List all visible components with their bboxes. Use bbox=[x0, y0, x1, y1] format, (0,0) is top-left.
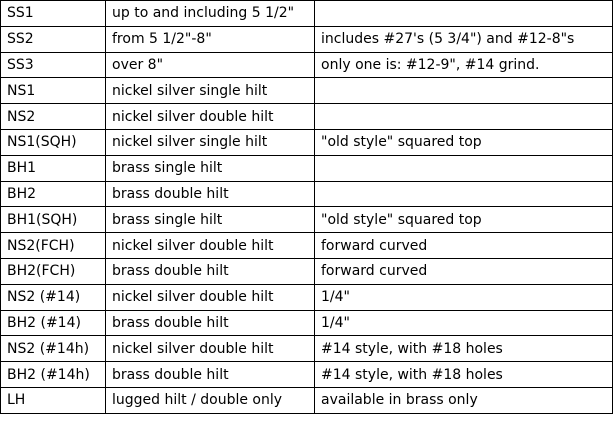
note-cell bbox=[315, 104, 613, 130]
description-cell: nickel silver double hilt bbox=[106, 284, 315, 310]
description-cell: brass double hilt bbox=[106, 258, 315, 284]
note-cell bbox=[315, 155, 613, 181]
description-cell: from 5 1/2"-8" bbox=[106, 26, 315, 52]
note-cell: "old style" squared top bbox=[315, 129, 613, 155]
description-cell: brass single hilt bbox=[106, 155, 315, 181]
note-cell bbox=[315, 1, 613, 27]
code-cell: NS2 (#14) bbox=[1, 284, 106, 310]
table-row bbox=[1, 129, 613, 155]
note-cell: available in brass only bbox=[315, 387, 613, 413]
code-cell: NS2(FCH) bbox=[1, 233, 106, 259]
note-cell: forward curved bbox=[315, 258, 613, 284]
code-cell: NS2 (#14h) bbox=[1, 336, 106, 362]
code-cell: NS1(SQH) bbox=[1, 129, 106, 155]
description-cell: over 8" bbox=[106, 52, 315, 78]
table-row bbox=[1, 362, 613, 388]
description-cell: nickel silver double hilt bbox=[106, 336, 315, 362]
table-row bbox=[1, 181, 613, 207]
note-cell: only one is: #12-9", #14 grind. bbox=[315, 52, 613, 78]
table-row bbox=[1, 233, 613, 259]
description-cell: nickel silver single hilt bbox=[106, 129, 315, 155]
code-cell: NS2 bbox=[1, 104, 106, 130]
table-row bbox=[1, 104, 613, 130]
code-cell: BH2 (#14) bbox=[1, 310, 106, 336]
code-cell: NS1 bbox=[1, 78, 106, 104]
table-row bbox=[1, 155, 613, 181]
description-cell: lugged hilt / double only bbox=[106, 387, 315, 413]
code-cell: BH2(FCH) bbox=[1, 258, 106, 284]
table-row bbox=[1, 1, 613, 27]
note-cell: 1/4" bbox=[315, 284, 613, 310]
note-cell: "old style" squared top bbox=[315, 207, 613, 233]
table-row bbox=[1, 284, 613, 310]
code-cell: BH2 (#14h) bbox=[1, 362, 106, 388]
code-cell: BH1(SQH) bbox=[1, 207, 106, 233]
note-cell: 1/4" bbox=[315, 310, 613, 336]
note-cell: includes #27's (5 3/4") and #12-8"s bbox=[315, 26, 613, 52]
table-row bbox=[1, 26, 613, 52]
note-cell: forward curved bbox=[315, 233, 613, 259]
code-cell: BH2 bbox=[1, 181, 106, 207]
description-cell: nickel silver double hilt bbox=[106, 233, 315, 259]
description-cell: nickel silver double hilt bbox=[106, 104, 315, 130]
description-cell: up to and including 5 1/2" bbox=[106, 1, 315, 27]
code-cell: SS1 bbox=[1, 1, 106, 27]
note-cell bbox=[315, 181, 613, 207]
table-row bbox=[1, 207, 613, 233]
table-row bbox=[1, 52, 613, 78]
note-cell: #14 style, with #18 holes bbox=[315, 362, 613, 388]
code-cell: LH bbox=[1, 387, 106, 413]
description-cell: brass double hilt bbox=[106, 181, 315, 207]
table-row bbox=[1, 336, 613, 362]
table-row bbox=[1, 310, 613, 336]
description-cell: brass double hilt bbox=[106, 310, 315, 336]
description-cell: brass single hilt bbox=[106, 207, 315, 233]
note-cell: #14 style, with #18 holes bbox=[315, 336, 613, 362]
table-row bbox=[1, 258, 613, 284]
code-cell: SS3 bbox=[1, 52, 106, 78]
code-cell: SS2 bbox=[1, 26, 106, 52]
table-row bbox=[1, 78, 613, 104]
description-cell: brass double hilt bbox=[106, 362, 315, 388]
description-cell: nickel silver single hilt bbox=[106, 78, 315, 104]
code-cell: BH1 bbox=[1, 155, 106, 181]
note-cell bbox=[315, 78, 613, 104]
table-row bbox=[1, 387, 613, 413]
